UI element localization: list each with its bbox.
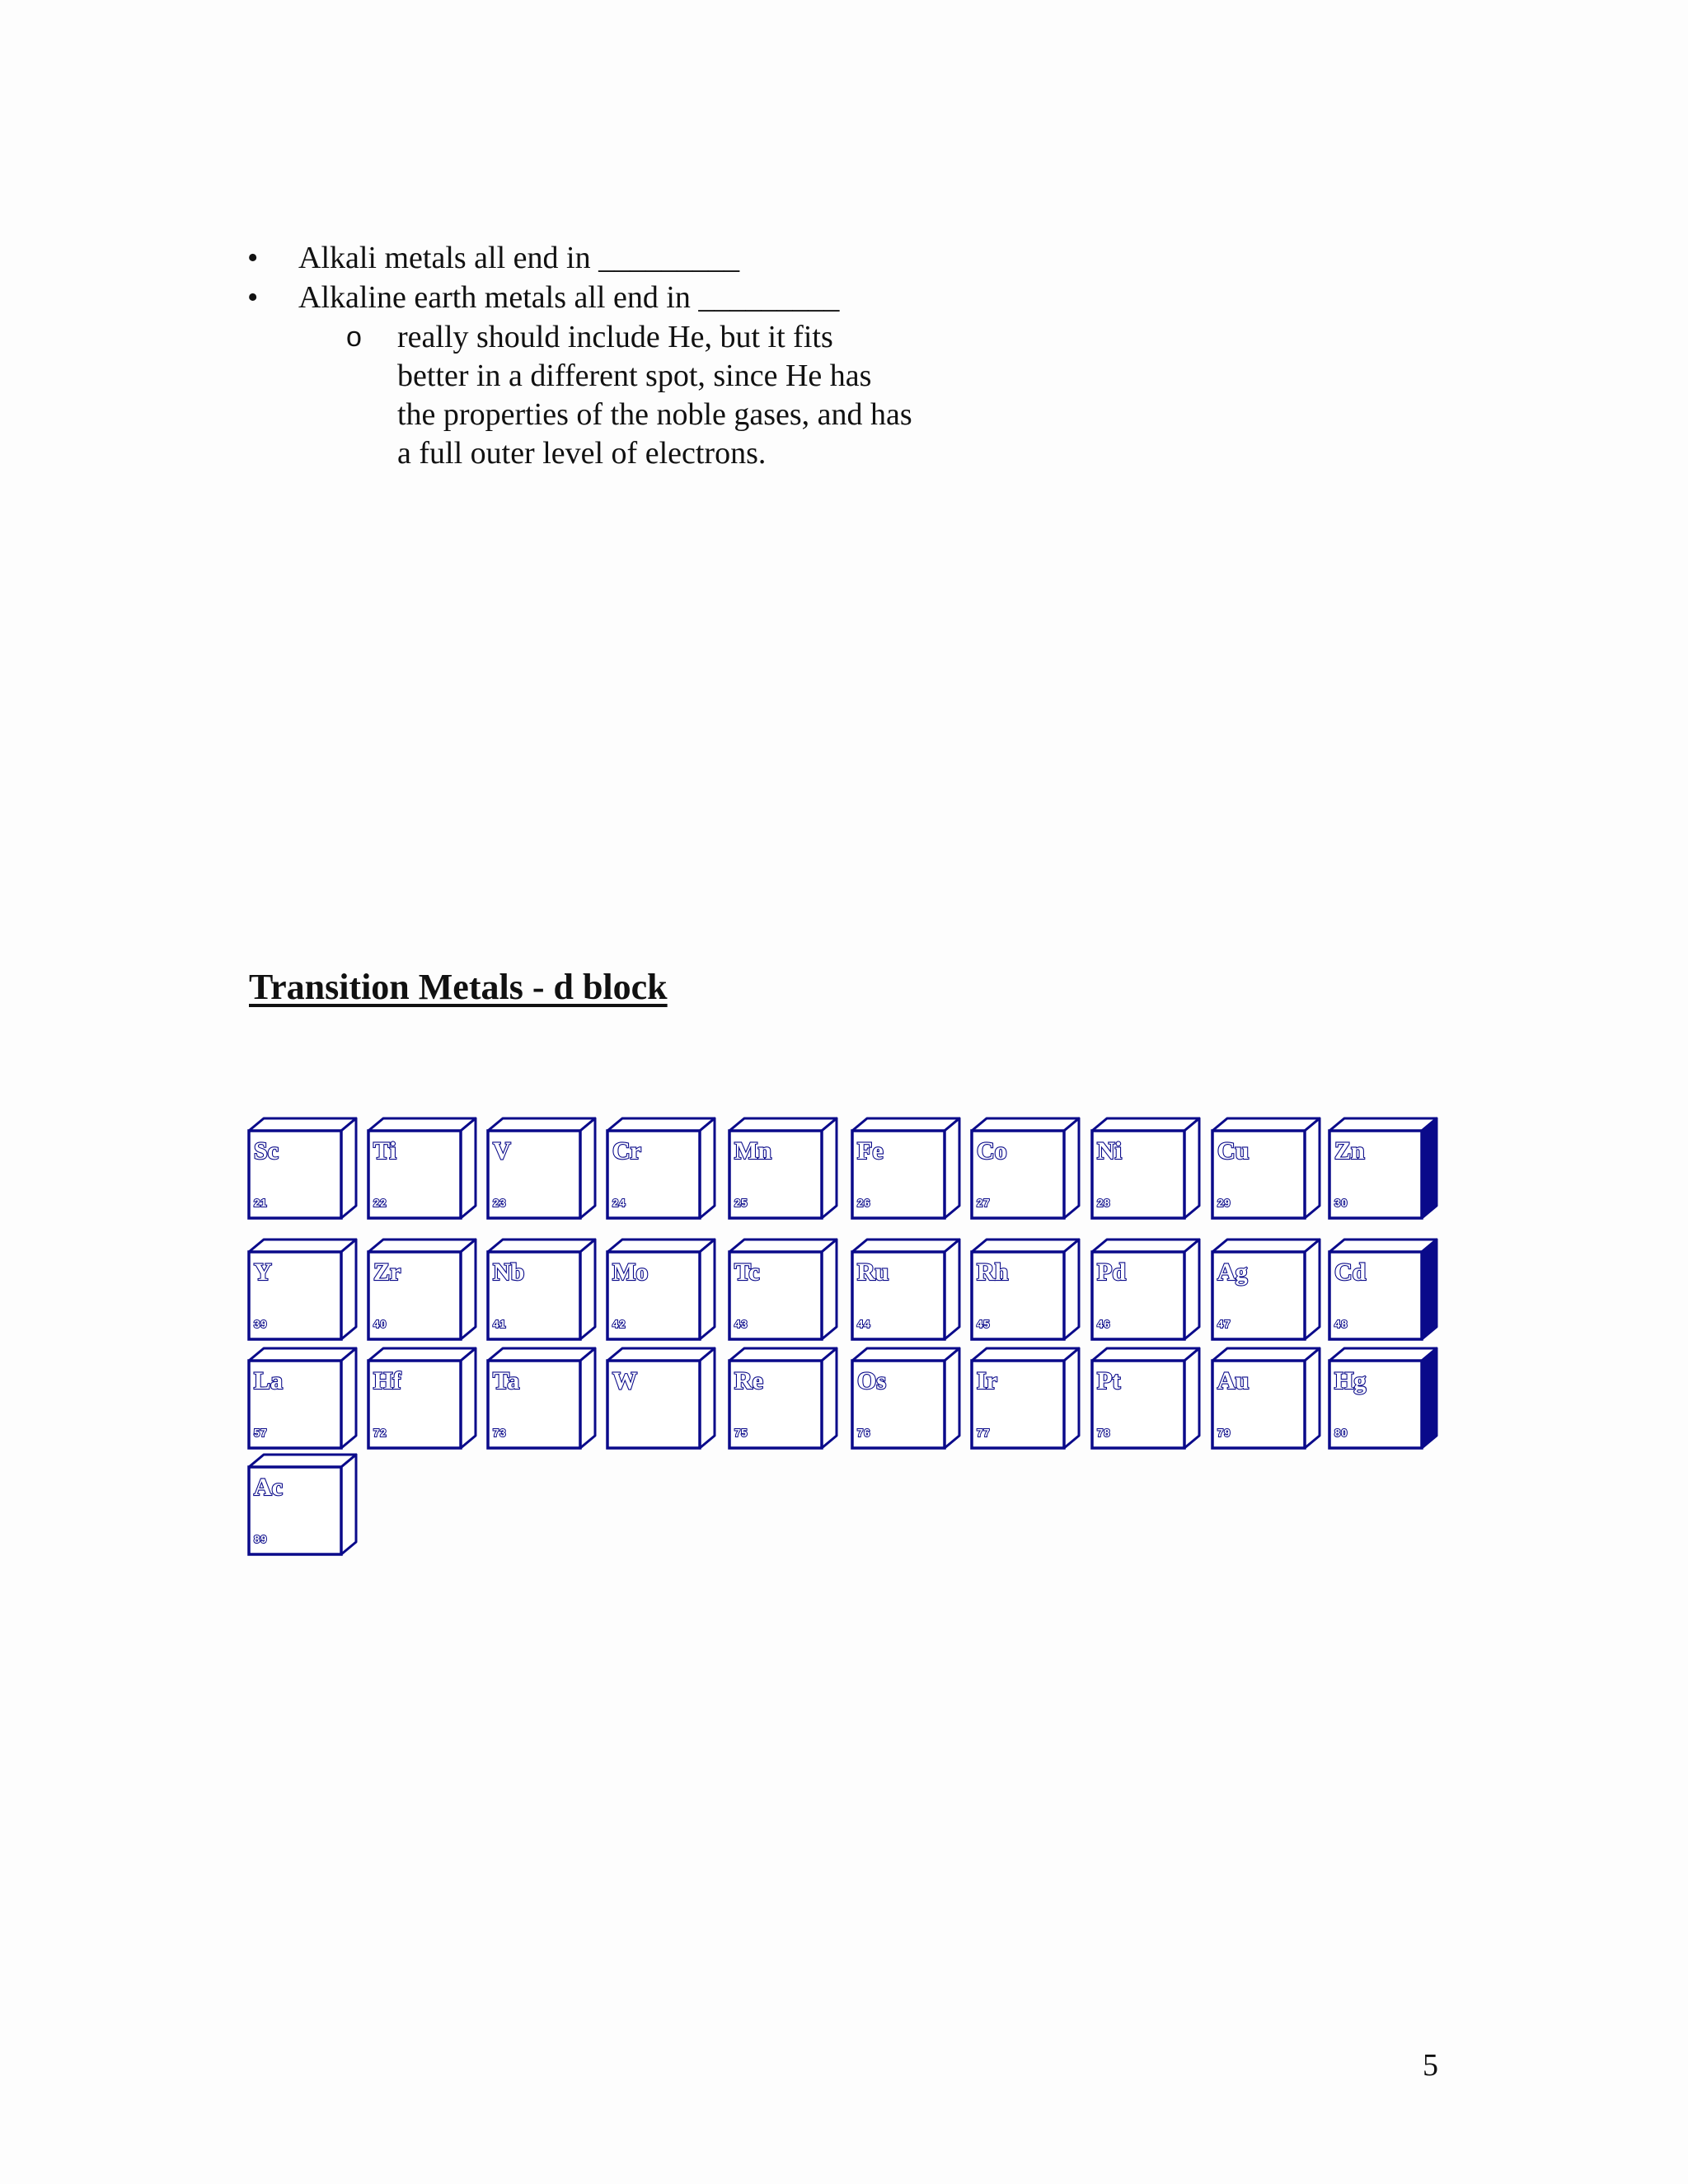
element-symbol: Hf	[373, 1367, 401, 1394]
box-top-face	[1092, 1240, 1199, 1252]
box-side-face	[1064, 1348, 1079, 1448]
atomic-number: 43	[734, 1318, 748, 1330]
element-symbol: Fe	[857, 1137, 884, 1165]
box-side-face	[341, 1240, 356, 1339]
element-box-ni	[1092, 1118, 1199, 1218]
element-symbol: Tc	[734, 1258, 760, 1286]
box-top-face	[249, 1240, 356, 1252]
box-top-face	[1092, 1348, 1199, 1361]
element-symbol: Ni	[1097, 1137, 1122, 1165]
element-box-y	[249, 1240, 356, 1339]
bullet-marker: •	[247, 241, 259, 275]
element-symbol: Mn	[734, 1137, 771, 1165]
element-box-fe	[852, 1118, 959, 1218]
atomic-number: 30	[1334, 1197, 1348, 1209]
element-symbol: Hg	[1334, 1367, 1367, 1394]
box-side-face	[1064, 1118, 1079, 1218]
atomic-number: 39	[254, 1318, 268, 1330]
element-box-mo	[607, 1240, 715, 1339]
element-box-ag	[1212, 1240, 1320, 1339]
atomic-number: 26	[857, 1197, 871, 1209]
box-side-face	[822, 1240, 837, 1339]
element-symbol: Ag	[1217, 1258, 1248, 1286]
box-side-face	[461, 1118, 476, 1218]
box-top-face	[1329, 1348, 1437, 1361]
element-box-zr	[368, 1240, 476, 1339]
element-symbol: Au	[1217, 1367, 1250, 1394]
atomic-number: 27	[977, 1197, 991, 1209]
element-box-hg	[1329, 1348, 1437, 1448]
element-symbol: Cu	[1217, 1137, 1250, 1165]
element-symbol: Cr	[612, 1137, 641, 1165]
element-box-tc	[729, 1240, 837, 1339]
element-box-mn	[729, 1118, 837, 1218]
element-box-ac	[249, 1455, 356, 1554]
atomic-number: 76	[857, 1427, 871, 1439]
element-symbol: Cd	[1334, 1258, 1367, 1286]
element-symbol: Ti	[373, 1137, 396, 1165]
atomic-number: 25	[734, 1197, 748, 1209]
box-top-face	[729, 1348, 837, 1361]
box-side-face	[1422, 1118, 1437, 1218]
element-box-ta	[488, 1348, 595, 1448]
box-top-face	[972, 1240, 1079, 1252]
bullet-marker: •	[247, 280, 259, 315]
box-side-face	[1184, 1240, 1199, 1339]
box-top-face	[972, 1118, 1079, 1131]
element-symbol: Mo	[612, 1258, 649, 1286]
box-top-face	[852, 1348, 959, 1361]
element-box-la	[249, 1348, 356, 1448]
atomic-number: 75	[734, 1427, 748, 1439]
element-box-hf	[368, 1348, 476, 1448]
box-top-face	[607, 1118, 715, 1131]
element-box-ru	[852, 1240, 959, 1339]
box-top-face	[249, 1348, 356, 1361]
sub-bullet-line: the properties of the noble gases, and has	[397, 397, 912, 432]
box-top-face	[1329, 1240, 1437, 1252]
atomic-number: 79	[1217, 1427, 1231, 1439]
box-side-face	[461, 1348, 476, 1448]
element-symbol: Os	[857, 1367, 887, 1394]
element-box-w	[607, 1348, 715, 1448]
element-symbol: Pt	[1097, 1367, 1121, 1394]
atomic-number: 57	[254, 1427, 268, 1439]
element-box-v	[488, 1118, 595, 1218]
box-top-face	[249, 1118, 356, 1131]
element-symbol: V	[493, 1137, 511, 1165]
sub-bullet-line: really should include He, but it fits	[397, 320, 833, 354]
box-top-face	[368, 1240, 476, 1252]
element-box-au	[1212, 1348, 1320, 1448]
box-top-face	[488, 1118, 595, 1131]
box-side-face	[700, 1118, 715, 1218]
element-symbol: Re	[734, 1367, 763, 1394]
box-side-face	[822, 1118, 837, 1218]
atomic-number: 45	[977, 1318, 991, 1330]
page-number: 5	[1423, 2048, 1438, 2083]
atomic-number: 29	[1217, 1197, 1231, 1209]
atomic-number: 46	[1097, 1318, 1111, 1330]
box-side-face	[580, 1118, 595, 1218]
element-symbol: Zn	[1334, 1137, 1365, 1165]
atomic-number: 73	[493, 1427, 507, 1439]
element-box-rh	[972, 1240, 1079, 1339]
box-top-face	[607, 1348, 715, 1361]
atomic-number: 42	[612, 1318, 626, 1330]
section-heading: Transition Metals - d block	[249, 967, 668, 1007]
atomic-number: 78	[1097, 1427, 1111, 1439]
box-side-face	[580, 1240, 595, 1339]
element-box-ir	[972, 1348, 1079, 1448]
bullet-text: Alkaline earth metals all end in _________	[298, 280, 840, 315]
element-box-co	[972, 1118, 1079, 1218]
box-side-face	[1184, 1348, 1199, 1448]
box-top-face	[729, 1118, 837, 1131]
element-symbol: La	[254, 1367, 284, 1394]
box-top-face	[1092, 1118, 1199, 1131]
atomic-number: 89	[254, 1533, 268, 1545]
element-symbol: Pd	[1097, 1258, 1127, 1286]
element-symbol: W	[612, 1367, 637, 1394]
atomic-number: 23	[493, 1197, 507, 1209]
box-top-face	[852, 1118, 959, 1131]
box-side-face	[945, 1240, 959, 1339]
element-symbol: Ac	[254, 1474, 283, 1501]
box-side-face	[1422, 1348, 1437, 1448]
box-side-face	[1422, 1240, 1437, 1339]
atomic-number: 48	[1334, 1318, 1348, 1330]
element-box-pd	[1092, 1240, 1199, 1339]
box-side-face	[1184, 1118, 1199, 1218]
element-symbol: Ta	[493, 1367, 520, 1394]
sub-bullet-line: better in a different spot, since He has	[397, 359, 872, 393]
sub-bullet-marker: o	[346, 321, 362, 353]
atomic-number: 24	[612, 1197, 626, 1209]
box-top-face	[1212, 1348, 1320, 1361]
atomic-number: 22	[373, 1197, 387, 1209]
box-top-face	[1329, 1118, 1437, 1131]
box-top-face	[368, 1348, 476, 1361]
element-box-re	[729, 1348, 837, 1448]
element-symbol: Nb	[493, 1258, 525, 1286]
box-top-face	[1212, 1118, 1320, 1131]
sub-bullet-line: a full outer level of electrons.	[397, 436, 767, 471]
element-symbol: Zr	[373, 1258, 401, 1286]
box-top-face	[1212, 1240, 1320, 1252]
box-side-face	[945, 1118, 959, 1218]
atomic-number: 40	[373, 1318, 387, 1330]
box-side-face	[700, 1240, 715, 1339]
box-side-face	[700, 1348, 715, 1448]
element-symbol: Rh	[977, 1258, 1009, 1286]
element-symbol: Ir	[977, 1367, 997, 1394]
atomic-number: 21	[254, 1197, 268, 1209]
atomic-number: 28	[1097, 1197, 1111, 1209]
box-top-face	[972, 1348, 1079, 1361]
element-box-sc	[249, 1118, 356, 1218]
element-box-ti	[368, 1118, 476, 1218]
atomic-number: 44	[857, 1318, 871, 1330]
box-side-face	[461, 1240, 476, 1339]
atomic-number: 41	[493, 1318, 507, 1330]
box-side-face	[945, 1348, 959, 1448]
atomic-number: 72	[373, 1427, 387, 1439]
box-side-face	[580, 1348, 595, 1448]
element-symbol: Y	[254, 1258, 272, 1286]
box-top-face	[852, 1240, 959, 1252]
box-side-face	[1305, 1118, 1320, 1218]
box-top-face	[249, 1455, 356, 1467]
atomic-number: 77	[977, 1427, 991, 1439]
bullet-text: Alkali metals all end in _________	[298, 241, 740, 275]
element-box-cd	[1329, 1240, 1437, 1339]
element-box-os	[852, 1348, 959, 1448]
element-symbol: Co	[977, 1137, 1007, 1165]
element-symbol: Sc	[254, 1137, 279, 1165]
box-side-face	[1064, 1240, 1079, 1339]
box-top-face	[488, 1240, 595, 1252]
box-top-face	[607, 1240, 715, 1252]
box-side-face	[1305, 1348, 1320, 1448]
element-box-cu	[1212, 1118, 1320, 1218]
element-symbol: Ru	[857, 1258, 889, 1286]
box-top-face	[729, 1240, 837, 1252]
box-side-face	[1305, 1240, 1320, 1339]
box-top-face	[368, 1118, 476, 1131]
element-box-nb	[488, 1240, 595, 1339]
box-side-face	[822, 1348, 837, 1448]
atomic-number: 47	[1217, 1318, 1231, 1330]
element-box-pt	[1092, 1348, 1199, 1448]
atomic-number: 80	[1334, 1427, 1348, 1439]
element-box-zn	[1329, 1118, 1437, 1218]
box-side-face	[341, 1118, 356, 1218]
element-box-cr	[607, 1118, 715, 1218]
box-top-face	[488, 1348, 595, 1361]
box-side-face	[341, 1455, 356, 1554]
box-side-face	[341, 1348, 356, 1448]
